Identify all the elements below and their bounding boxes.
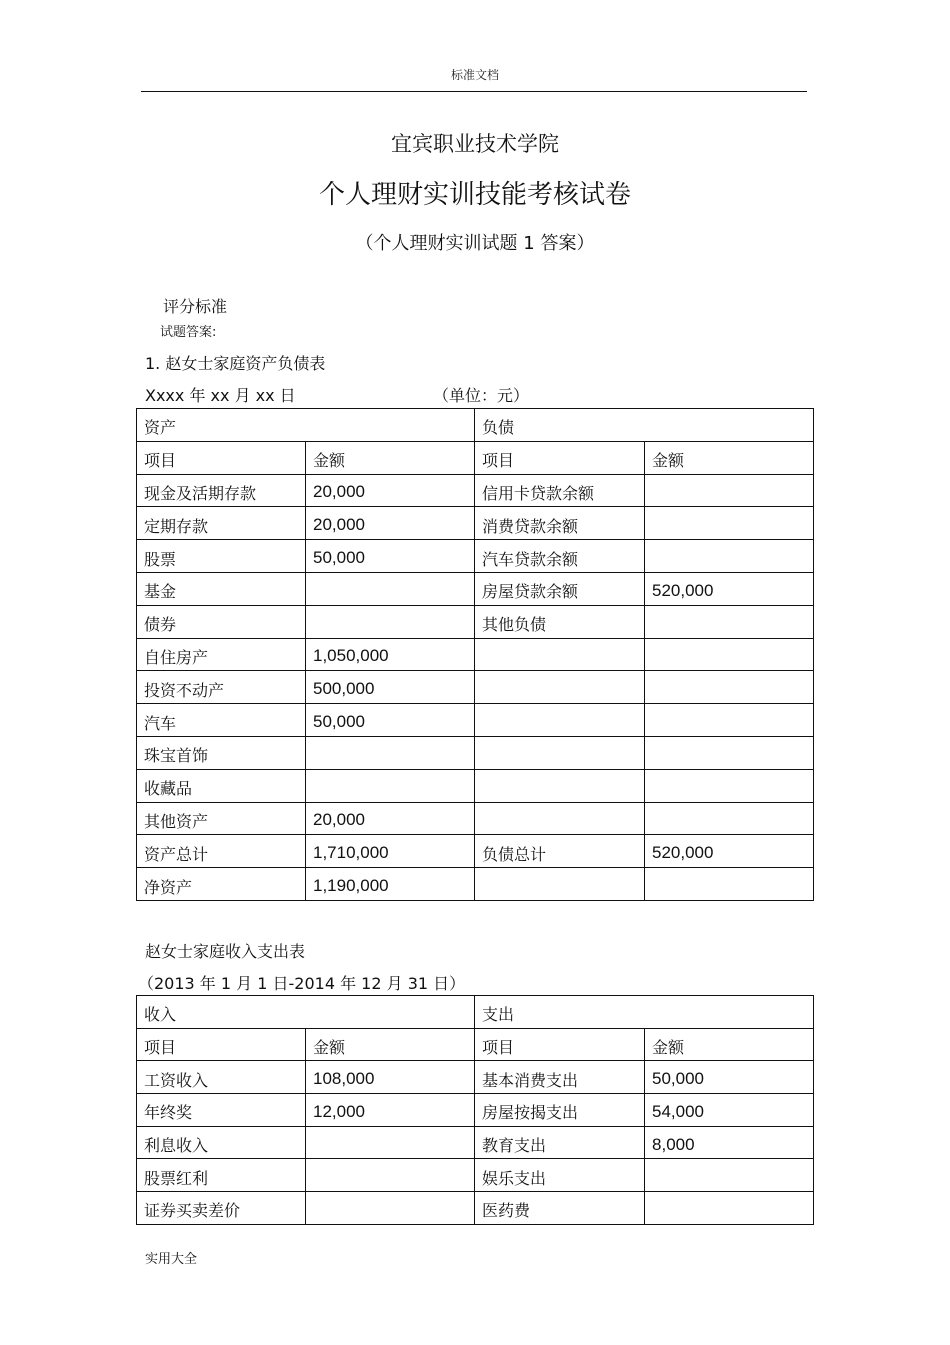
- item-cell: [475, 736, 645, 769]
- item-cell: 收藏品: [137, 769, 306, 802]
- column-header: 金额: [306, 1028, 475, 1061]
- header-row: [137, 441, 814, 474]
- amount-cell: 50,000: [645, 1061, 814, 1094]
- item-cell: 房屋贷款余额: [475, 572, 645, 605]
- item-cell: 年终奖: [137, 1094, 306, 1127]
- page-header: 标准文档: [450, 68, 499, 82]
- exam-subtitle: （个人理财实训试题 1 答案）: [355, 233, 595, 254]
- header-row: [137, 1028, 814, 1061]
- item-cell: 房屋按揭支出: [475, 1094, 645, 1127]
- column-header: 项目: [137, 441, 306, 474]
- item-cell: 投资不动产: [137, 671, 306, 704]
- table-row: [137, 507, 814, 540]
- item-cell: [475, 671, 645, 704]
- item-cell: 自住房产: [137, 638, 306, 671]
- item-cell: 基金: [137, 572, 306, 605]
- table-row: [137, 1094, 814, 1127]
- amount-cell: [306, 605, 475, 638]
- amount-cell: 1,190,000: [306, 868, 475, 901]
- balance-sheet-table: [136, 408, 814, 901]
- table-row: [137, 1061, 814, 1094]
- amount-cell: [645, 1192, 814, 1225]
- table-row: [137, 802, 814, 835]
- amount-cell: [645, 868, 814, 901]
- balance-sheet-unit: （单位：元）: [433, 386, 530, 405]
- table-row: [137, 605, 814, 638]
- section-row: [137, 409, 814, 442]
- amount-cell: [645, 638, 814, 671]
- item-cell: [475, 638, 645, 671]
- item-cell: 信用卡贷款余额: [475, 474, 645, 507]
- item-cell: 医药费: [475, 1192, 645, 1225]
- scoring-label: 评分标准: [163, 297, 228, 316]
- answers-label: 试题答案:: [160, 325, 217, 340]
- table-row: [137, 736, 814, 769]
- amount-cell: 1,710,000: [306, 835, 475, 868]
- table-row: [137, 474, 814, 507]
- item-cell: [475, 704, 645, 737]
- section-right-cell: 负债: [475, 409, 814, 442]
- page-footer: 实用大全: [145, 1252, 198, 1267]
- item-cell: 娱乐支出: [475, 1159, 645, 1192]
- table-row: [137, 671, 814, 704]
- amount-cell: 20,000: [306, 474, 475, 507]
- item-cell: 证券买卖差价: [137, 1192, 306, 1225]
- amount-cell: 1,050,000: [306, 638, 475, 671]
- item-cell: 汽车贷款余额: [475, 540, 645, 573]
- table-row: [137, 1126, 814, 1159]
- amount-cell: [645, 736, 814, 769]
- section-right-cell: 支出: [475, 996, 814, 1029]
- item-cell: 工资收入: [137, 1061, 306, 1094]
- item-cell: 其他负债: [475, 605, 645, 638]
- amount-cell: [645, 507, 814, 540]
- amount-cell: 520,000: [645, 572, 814, 605]
- balance-sheet-title: 1. 赵女士家庭资产负债表: [145, 354, 326, 373]
- amount-cell: [645, 1159, 814, 1192]
- section-left-cell: 收入: [137, 996, 475, 1029]
- item-cell: 资产总计: [137, 835, 306, 868]
- amount-cell: 500,000: [306, 671, 475, 704]
- item-cell: 负债总计: [475, 835, 645, 868]
- table-row: [137, 769, 814, 802]
- income-statement-title: 赵女士家庭收入支出表: [145, 942, 306, 961]
- amount-cell: [645, 704, 814, 737]
- table-row: [137, 572, 814, 605]
- amount-cell: 20,000: [306, 507, 475, 540]
- amount-cell: [306, 572, 475, 605]
- table-row: [137, 835, 814, 868]
- amount-cell: 50,000: [306, 704, 475, 737]
- column-header: 金额: [306, 441, 475, 474]
- column-header: 项目: [475, 1028, 645, 1061]
- item-cell: 教育支出: [475, 1126, 645, 1159]
- school-name: 宜宾职业技术学院: [391, 132, 559, 156]
- amount-cell: [645, 769, 814, 802]
- table-row: [137, 704, 814, 737]
- column-header: 项目: [475, 441, 645, 474]
- table-row: [137, 1159, 814, 1192]
- amount-cell: [306, 769, 475, 802]
- item-cell: 利息收入: [137, 1126, 306, 1159]
- header-rule: [141, 91, 807, 92]
- amount-cell: [306, 736, 475, 769]
- item-cell: 定期存款: [137, 507, 306, 540]
- column-header: 金额: [645, 441, 814, 474]
- column-header: 金额: [645, 1028, 814, 1061]
- item-cell: 基本消费支出: [475, 1061, 645, 1094]
- item-cell: 股票: [137, 540, 306, 573]
- table-row: [137, 638, 814, 671]
- amount-cell: 50,000: [306, 540, 475, 573]
- section-row: [137, 996, 814, 1029]
- amount-cell: [645, 671, 814, 704]
- amount-cell: [306, 1159, 475, 1192]
- exam-title: 个人理财实训技能考核试卷: [318, 180, 631, 210]
- balance-sheet-date: Xxxx 年 xx 月 xx 日: [145, 386, 296, 405]
- amount-cell: [306, 1192, 475, 1225]
- item-cell: [475, 802, 645, 835]
- amount-cell: [645, 540, 814, 573]
- income-statement-period: （2013 年 1 月 1 日-2014 年 12 月 31 日）: [138, 974, 466, 993]
- item-cell: [475, 769, 645, 802]
- amount-cell: [645, 605, 814, 638]
- section-left-cell: 资产: [137, 409, 475, 442]
- item-cell: 现金及活期存款: [137, 474, 306, 507]
- amount-cell: 54,000: [645, 1094, 814, 1127]
- amount-cell: 520,000: [645, 835, 814, 868]
- item-cell: 消费贷款余额: [475, 507, 645, 540]
- item-cell: 债券: [137, 605, 306, 638]
- amount-cell: 12,000: [306, 1094, 475, 1127]
- amount-cell: 8,000: [645, 1126, 814, 1159]
- table-row: [137, 868, 814, 901]
- item-cell: 汽车: [137, 704, 306, 737]
- item-cell: 净资产: [137, 868, 306, 901]
- column-header: 项目: [137, 1028, 306, 1061]
- table-row: [137, 540, 814, 573]
- item-cell: 珠宝首饰: [137, 736, 306, 769]
- amount-cell: 108,000: [306, 1061, 475, 1094]
- item-cell: 股票红利: [137, 1159, 306, 1192]
- item-cell: 其他资产: [137, 802, 306, 835]
- amount-cell: [645, 474, 814, 507]
- amount-cell: 20,000: [306, 802, 475, 835]
- amount-cell: [306, 1126, 475, 1159]
- income-statement-table: [136, 995, 814, 1225]
- amount-cell: [645, 802, 814, 835]
- table-row: [137, 1192, 814, 1225]
- item-cell: [475, 868, 645, 901]
